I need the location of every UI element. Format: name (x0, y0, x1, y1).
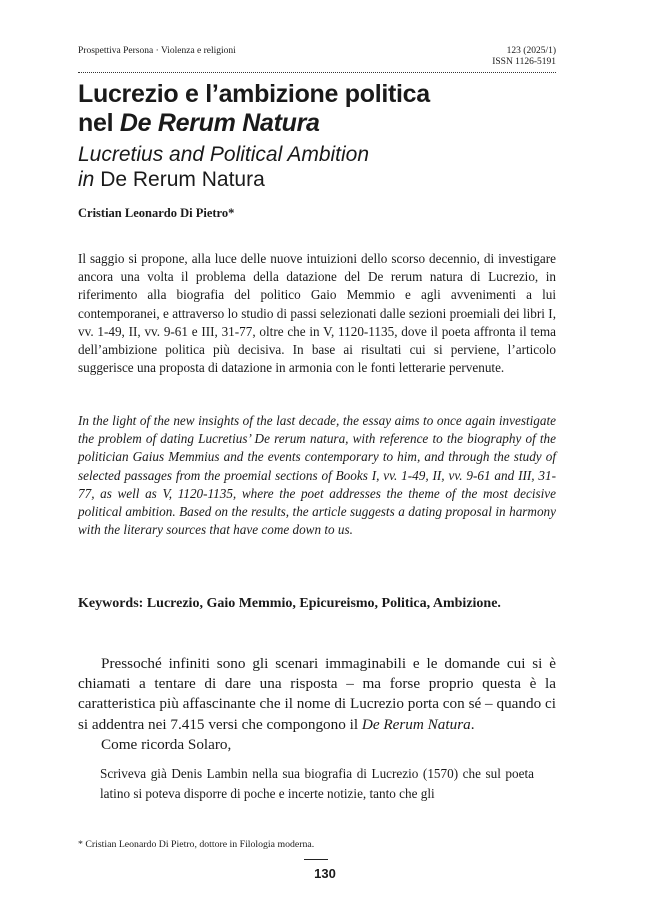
running-head (78, 46, 556, 73)
title-line-1: Lucrezio e l’ambizione politica (78, 80, 430, 108)
subtitle-line-1: Lucretius and Political Ambition (78, 143, 370, 166)
journal-section: Prospettiva Persona · Violenza e religioni (78, 46, 236, 56)
keywords: Keywords: Lucrezio, Gaio Memmio, Epicureismo, Politica, Ambizione. (78, 596, 501, 611)
abstract-italian: Il saggio si propone, alla luce delle nuove intuizioni dello scorso decennio, di investigare ancora una volta il problema della datazione del De rerum natura di Lucrezio, in riferimento alla biografia del politico Gaio Memmio e agli avvenimenti a lui contemporanei, e attraverso lo studio di passi selezionati dalle sezioni proemiali dei libri I, vv. 1-49, II, vv. 9-61 e III, 31-77, oltre che in V, 1120-1135, dove il poeta affronta il tema dell’ambizione politica più decisiva. In base ai risultati cui si perviene, l’articolo suggerisce una proposta di datazione in armonia con le fonti letterarie pervenute. (78, 251, 556, 376)
page-number-rule (304, 859, 328, 860)
body-text (78, 654, 556, 755)
title-block (78, 80, 558, 192)
subtitle-line-2-rest: De Rerum Natura (94, 168, 265, 191)
para1-end: . (470, 715, 475, 733)
issn: ISSN 1126-5191 (492, 57, 556, 67)
para1-emph: De Rerum Natura (361, 715, 471, 733)
author-name: Cristian Leonardo Di Pietro* (78, 206, 235, 220)
title-line-2-emph: De Rerum Natura (119, 109, 320, 137)
page-number: 130 (314, 866, 336, 881)
subtitle-line-2-prefix: in (78, 168, 95, 191)
block-quote: Scriveva già Denis Lambin nella sua biografia di Lucrezio (1570) che sul poeta latino si poteva disporre di poche e incerte notizie, tanto che gli (100, 766, 534, 801)
title-line-2-prefix: nel (78, 109, 120, 137)
para1-text: Pressoché infiniti sono gli scenari immaginabili e le domande cui si è chiamati a tentare di dare una risposta – ma forse proprio questa è la caratteristica più affascinante che il nome di Lucrezio porta con sé – quando ci si addentra nei 7.415 versi che compongono il (78, 655, 556, 733)
abstract-english: In the light of the new insights of the last decade, the essay aims to once again investigate the problem of dating Lucretius’ De rerum natura, with reference to the biography of the politician Gaius Memmius and the events contemporary to him, and through the study of selected passages from the proemial sections of Books I, vv. 1-49, II, vv. 9-61 and III, 31-77, as well as V, 1120-1135, where the poet addresses the theme of the most decisive political ambition. Based on the results, the article suggests a dating proposal in harmony with the literary sources that have come down to us. (78, 413, 556, 538)
article-title (78, 80, 558, 138)
issue-info (492, 46, 556, 68)
footnote: * Cristian Leonardo Di Pietro, dottore in Filologia moderna. (78, 839, 315, 850)
body-paragraph-2: Come ricorda Solaro, (101, 735, 232, 753)
issue-number: 123 (2025/1) (506, 46, 556, 56)
article-subtitle (78, 142, 558, 192)
body-paragraph-1 (78, 654, 556, 735)
